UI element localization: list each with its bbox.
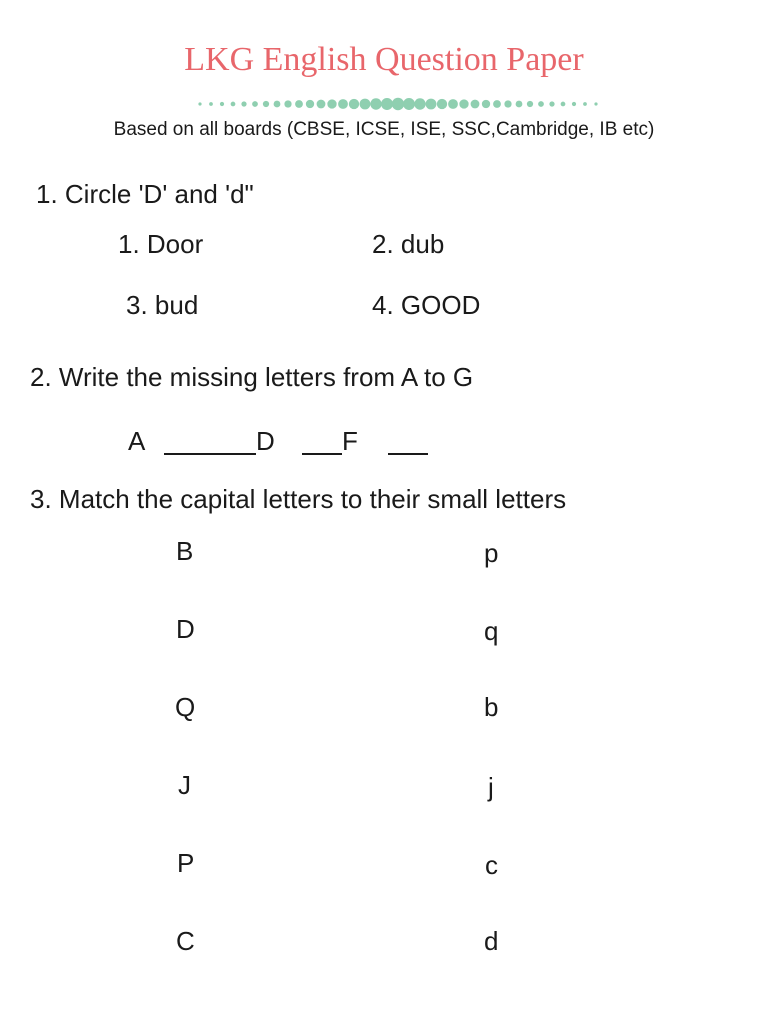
divider-dot — [284, 100, 291, 107]
divider-dot — [349, 99, 359, 109]
divider-dot — [220, 102, 224, 106]
question-1-option-4: 4. GOOD — [372, 290, 481, 320]
capital-letter-c[interactable]: C — [176, 926, 195, 956]
divider-dot — [403, 98, 415, 110]
capital-letter-b[interactable]: B — [176, 536, 194, 566]
divider-dot — [471, 100, 480, 109]
divider-dot — [392, 98, 404, 110]
divider-dot — [338, 99, 348, 109]
divider-dot — [594, 102, 597, 105]
capital-letter-p[interactable]: P — [177, 848, 195, 878]
divider-dot — [381, 98, 393, 110]
divider-dot — [414, 98, 425, 109]
answer-blank-1[interactable] — [164, 453, 256, 455]
divider-dot — [516, 101, 523, 108]
divider-dot — [482, 100, 490, 108]
divider-dot — [295, 100, 303, 108]
divider-dot — [274, 101, 281, 108]
question-1-option-3: 3. bud — [126, 290, 199, 320]
sequence-letter-d: D — [256, 426, 275, 456]
small-letter-c[interactable]: c — [485, 850, 498, 880]
divider-dot — [572, 102, 576, 106]
small-letter-p[interactable]: p — [484, 538, 499, 568]
question-2-prompt: 2. Write the missing letters from A to G — [30, 362, 474, 392]
divider-dot — [448, 99, 458, 109]
capital-letter-j[interactable]: J — [178, 770, 191, 800]
small-letter-b[interactable]: b — [484, 692, 499, 722]
sequence-letter-a: A — [128, 426, 146, 456]
divider-dot — [549, 101, 554, 106]
question-1-prompt: 1. Circle 'D' and 'd" — [36, 179, 254, 209]
divider-dot — [493, 100, 501, 108]
capital-letter-d[interactable]: D — [176, 614, 195, 644]
page-subtitle: Based on all boards (CBSE, ICSE, ISE, SSC,Cambridge, IB etc) — [113, 119, 655, 140]
sequence-letter-f: F — [342, 426, 358, 456]
divider-dot — [437, 99, 447, 109]
answer-blank-2[interactable] — [302, 453, 342, 455]
divider-dot — [252, 101, 258, 107]
divider-dot — [241, 101, 246, 106]
divider-dot — [538, 101, 544, 107]
divider-dot — [561, 102, 566, 107]
divider-dot — [327, 99, 336, 108]
divider-dot — [317, 100, 326, 109]
small-letter-q[interactable]: q — [484, 616, 499, 646]
divider-dot — [360, 99, 371, 110]
divider-dot — [426, 99, 437, 110]
divider-dot — [306, 100, 314, 108]
question-1-option-2: 2. dub — [372, 229, 445, 259]
decorative-dot-divider — [196, 96, 600, 112]
divider-dot — [583, 102, 587, 106]
divider-dot — [527, 101, 533, 107]
divider-dot — [263, 101, 269, 107]
divider-dot — [459, 99, 468, 108]
answer-blank-3[interactable] — [388, 453, 428, 455]
divider-dot — [209, 102, 213, 106]
page-title: LKG English Question Paper — [184, 41, 584, 78]
capital-letter-q[interactable]: Q — [175, 692, 196, 722]
small-letter-d[interactable]: d — [484, 926, 499, 956]
divider-dot — [198, 102, 201, 105]
question-3-prompt: 3. Match the capital letters to their small letters — [30, 484, 567, 514]
small-letter-j[interactable]: j — [488, 772, 494, 802]
question-1-option-1: 1. Door — [118, 229, 204, 259]
divider-dot — [504, 100, 511, 107]
divider-dot — [370, 98, 381, 109]
divider-dot — [231, 102, 236, 107]
